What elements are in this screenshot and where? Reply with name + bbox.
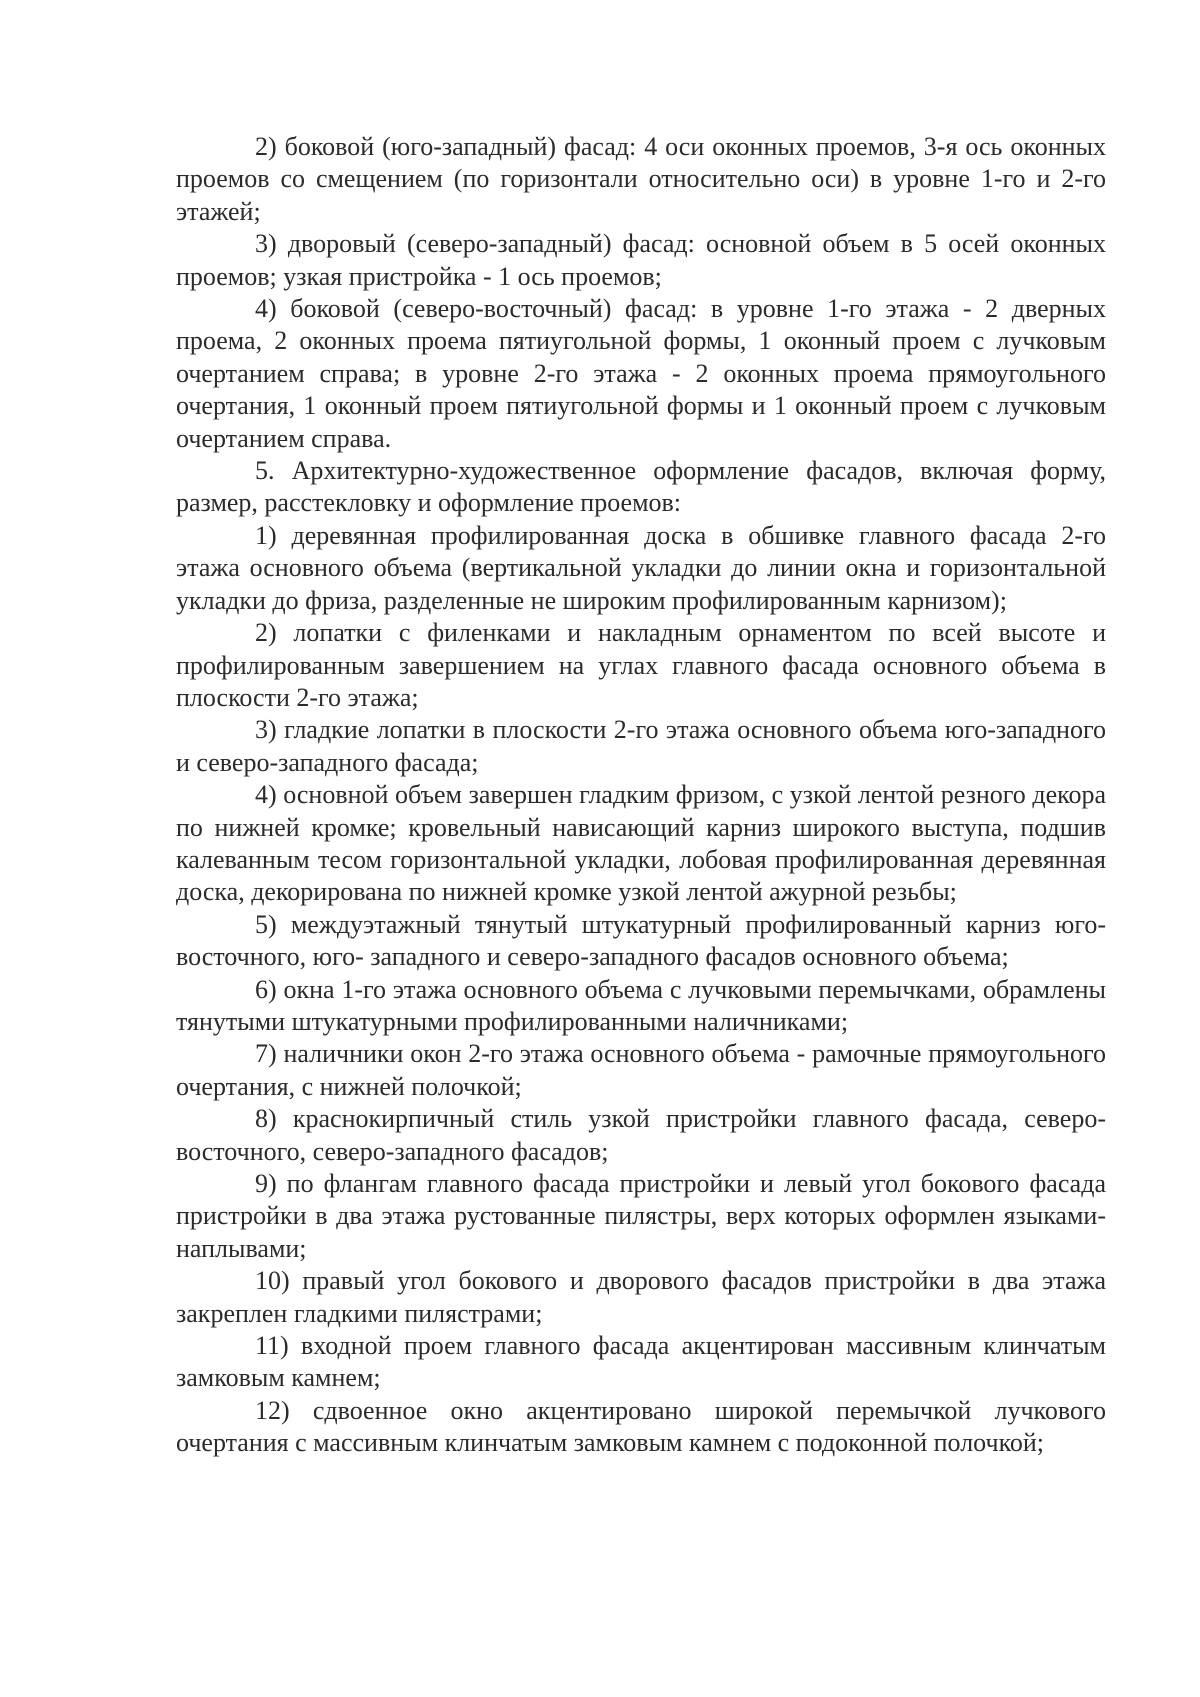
paragraph-item-3: 3) гладкие лопатки в плоскости 2-го этажа основного объема юго-западного и северо-западного фасада; — [176, 715, 1106, 777]
paragraph-item-12: 12) сдвоенное окно акцентировано широкой перемычкой лучкового очертания с массивным клинчатым замковым камнем с подоконной полочкой; — [176, 1395, 1106, 1458]
paragraph-item-11: 11) входной проем главного фасада акцентирован массивным клинчатым замковым камнем; — [176, 1331, 1106, 1393]
paragraph-facade-northeast: 4) боковой (северо-восточный) фасад: в уровне 1-го этажа - 2 дверных проема, 2 оконных проема пятиугольной формы, 1 оконный проем с лучковым очертанием справа; в уровне 2-го этажа - 2 оконных проема прямоугольного очертания, 1 оконный проем пятиугольной формы и 1 оконный проем с лучковым очертанием справа. — [176, 294, 1106, 453]
paragraph-facade-northwest: 3) дворовый (северо-западный) фасад: основной объем в 5 осей оконных проемов; узкая пристройка - 1 ось проемов; — [176, 229, 1106, 291]
paragraph-facade-southwest: 2) боковой (юго-западный) фасад: 4 оси оконных проемов, 3-я ось оконных проемов со смещением (по горизонтали относительно оси) в уровне 1-го и 2-го этажей; — [176, 132, 1106, 226]
paragraph-item-6: 6) окна 1-го этажа основного объема с лучковыми перемычками, обрамлены тянутыми штукатурными профилированными наличниками; — [176, 974, 1106, 1036]
document-body — [176, 131, 1106, 1460]
paragraph-item-8: 8) краснокирпичный стиль узкой пристройки главного фасада, северо-восточного, северо-западного фасадов; — [176, 1104, 1106, 1166]
paragraph-item-9: 9) по флангам главного фасада пристройки и левый угол бокового фасада пристройки в два этажа рустованные пилястры, верх которых оформлен языками-наплывами; — [176, 1169, 1106, 1263]
paragraph-item-7: 7) наличники окон 2-го этажа основного объема - рамочные прямоугольного очертания, с нижней полочкой; — [176, 1039, 1106, 1101]
paragraph-item-5: 5) междуэтажный тянутый штукатурный профилированный карниз юго-восточного, юго- западного и северо-западного фасадов основного объема; — [176, 909, 1106, 972]
paragraph-item-4: 4) основной объем завершен гладким фризом, с узкой лентой резного декора по нижней кромке; кровельный нависающий карниз широкого выступа, подшив калеванным тесом горизонтальной укладки, лобовая профилированная деревянная доска, декорирована по нижней кромке узкой лентой ажурной резьбы; — [176, 780, 1106, 907]
paragraph-item-1: 1) деревянная профилированная доска в обшивке главного фасада 2-го этажа основного объема (вертикальной укладки до линии окна и горизонтальной укладки до фриза, разделенные не широким профилированным карнизом); — [176, 520, 1106, 615]
paragraph-item-10: 10) правый угол бокового и дворового фасадов пристройки в два этажа закреплен гладкими пилястрами; — [176, 1266, 1106, 1328]
paragraph-section-5-heading: 5. Архитектурно-художественное оформление фасадов, включая форму, размер, расстекловку и оформление проемов: — [176, 456, 1106, 518]
paragraph-item-2: 2) лопатки с филенками и накладным орнаментом по всей высоте и профилированным завершением на углах главного фасада основного объема в плоскости 2-го этажа; — [176, 618, 1106, 712]
